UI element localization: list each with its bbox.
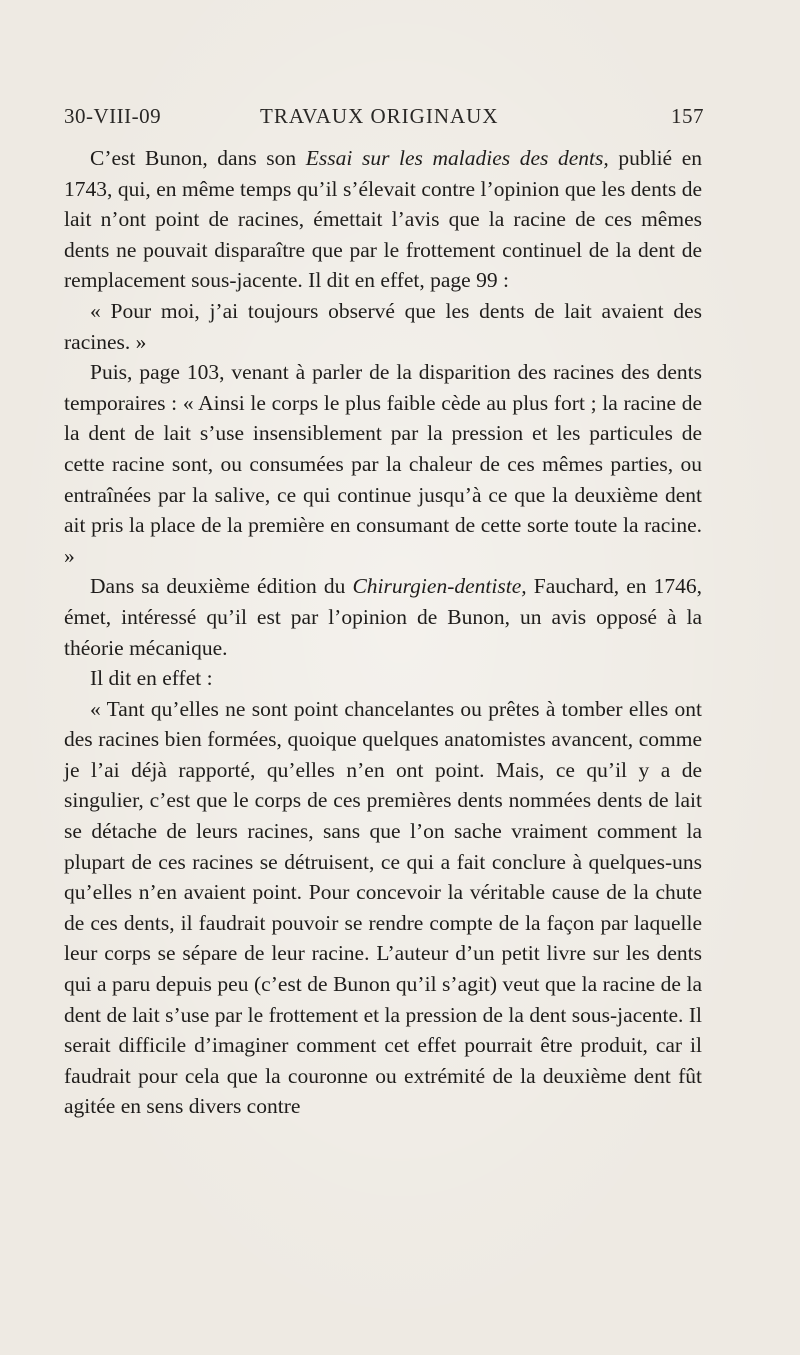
running-header [64,104,704,134]
paragraph-2: « Pour moi, j’ai toujours observé que les dents de lait avaient des racines. » [64,298,702,354]
book-title-chirurgien: Chirurgien-dentiste, [352,574,527,599]
paragraph-6: « Tant qu’elles ne sont point chancelantes ou prêtes à tomber elles ont des racines bien formées, quoique quelques anatomistes avancent, comme je l’ai déjà rapporté, qu’elles n’en ont point. Mais, ce qu’il y a de singulier, c’est que le corps de ces premières dents nommées dents de lait se détache de leurs racines, sans que l’on sache vraiment comment la plupart de ces racines se détruisent, ce qui a fait conclure à quelques-uns qu’elles n’en avaient point. Pour concevoir la véritable cause de la chute de ces dents, il faudrait pouvoir se rendre compte de la façon par laquelle leur corps se sépare de leur racine. L’auteur d’un petit livre sur les dents qui a paru depuis peu (c’est de Bunon qu’il s’agit) veut que la racine de la dent de lait s’use par le frottement et la pression de la dent sous-jacente. Il serait difficile d’imaginer comment cet effet pourrait être produit, car il faudrait pour cela que la couronne ou extrémité de la deuxième dent fût agitée en sens divers contre [64,696,702,1119]
header-date: 30-VIII-09 [64,104,162,128]
paragraph-4: Dans sa deuxième édition du Chirurgien-dentiste, Fauchard, en 1746, émet, intéressé qu’il est par l’opinion de Bunon, un avis opposé à la théorie mécanique. [64,574,702,660]
header-page-number: 157 [671,104,704,128]
header-section-title: TRAVAUX ORIGINAUX [260,104,499,128]
paragraph-5: Il dit en effet : [90,666,213,691]
book-title-essai: Essai sur les maladies des dents, [305,146,609,170]
paragraph-1: C’est Bunon, dans son Essai sur les maladies des dents, publié en 1743, qui, en même temps qu’il s’élevait contre l’opinion que les dents de lait n’ont point de racines, émettait l’avis que la racine de ces mêmes dents ne pouvait disparaître que par le frottement continuel de la dent de remplacement sous-jacente. Il dit en effet, page 99 : [64,146,702,293]
body-text [64,143,702,1122]
paragraph-3: Puis, page 103, venant à parler de la disparition des racines des dents temporaires : « Ainsi le corps le plus faible cède au plus fort ; la racine de la dent de lait s’use insensiblement par la pression et les particules de cette racine sont, ou consumées par la chaleur de ces mêmes parties, ou entraînées par la salive, ce qui continue jusqu’à ce que la deuxième dent ait pris la place de la première en consumant de cette sorte toute la racine. » [64,360,702,568]
